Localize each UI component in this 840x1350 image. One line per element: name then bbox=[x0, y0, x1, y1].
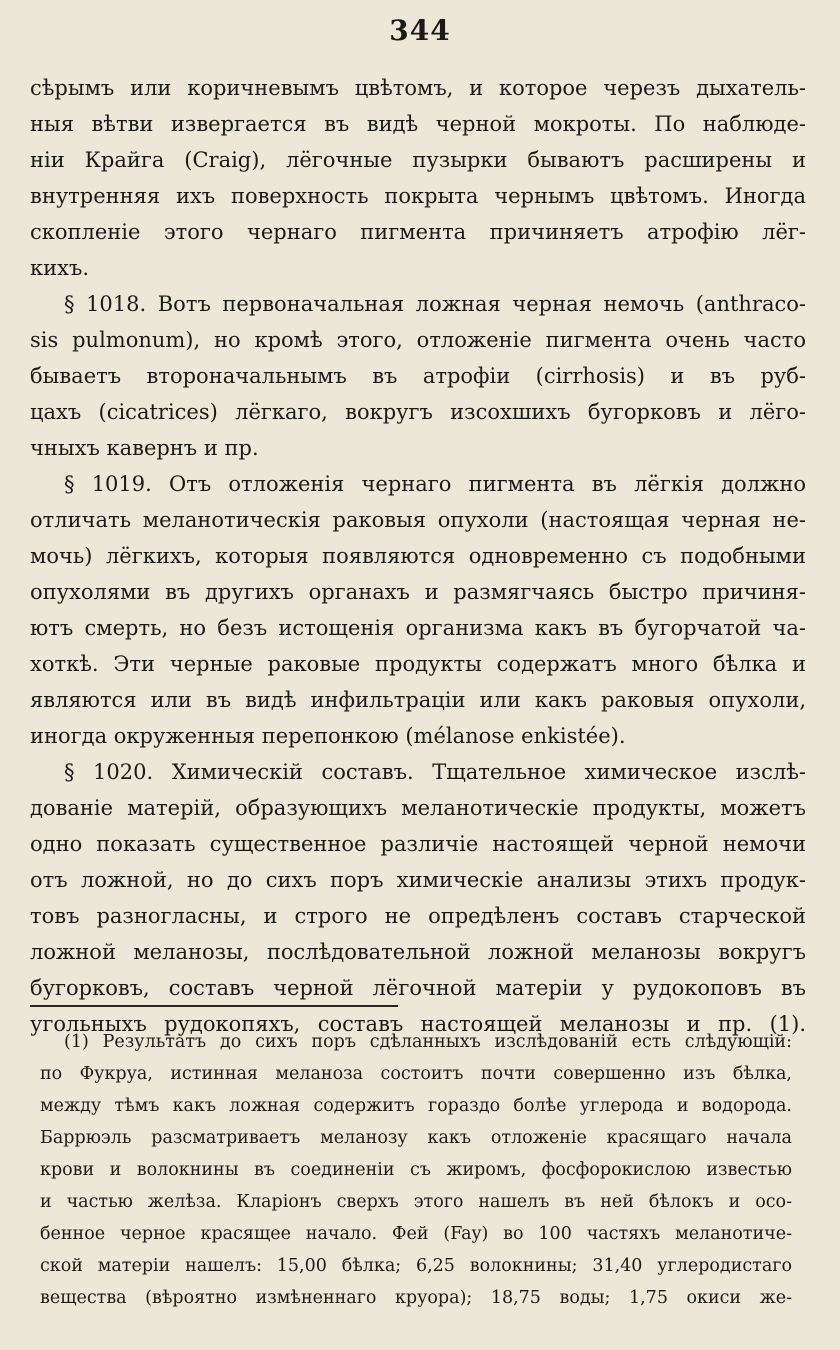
footnote-line: по Фукруа, истинная меланоза состоитъ почти совершенно изъ бѣлка, bbox=[40, 1064, 792, 1084]
footnote-line: ской матерiи нашелъ: 15,00 бѣлка; 6,25 волокнины; 31,40 углеродистаго bbox=[40, 1256, 792, 1276]
text-line: дованiе матерiй, образующихъ меланотическiе продукты, можетъ bbox=[30, 796, 806, 820]
footnote-line: и частью желѣза. Кларiонъ сверхъ этого нашелъ въ ней бѣлокъ и осо- bbox=[40, 1192, 792, 1212]
text-line: ложной меланозы, послѣдовательной ложной меланозы вокругъ bbox=[30, 940, 806, 964]
text-line: являются или въ видѣ инфильтрацiи или какъ раковыя опухоли, bbox=[30, 688, 806, 712]
text-line: бугорковъ, составъ черной лёгочной матерiи у рудокоповъ въ bbox=[30, 976, 806, 1000]
text-line: ныя вѣтви извергается въ видѣ черной мокроты. По наблюде- bbox=[30, 112, 806, 136]
footnote-line: вещества (вѣроятно измѣненнаго круора); 18,75 воды; 1,75 окиси же- bbox=[40, 1288, 792, 1308]
text-line: товъ разногласны, и строго не опредѣленъ составъ старческой bbox=[30, 904, 806, 928]
text-line: чныхъ кавернъ и пр. bbox=[30, 436, 259, 460]
footnote-line: крови и волокнины въ соединенiи съ жиромъ, фосфорокислою известью bbox=[40, 1160, 792, 1180]
text-line: нiи Крайга (Craig), лёгочные пузырки бываютъ расширены и bbox=[30, 148, 806, 172]
text-line: угольныхъ рудокопяхъ, составъ настоящей меланозы и пр. (1). bbox=[30, 1012, 806, 1036]
section-1018-heading-line: § 1018. Вотъ первоначальная ложная черная немочь (anthracо- bbox=[64, 292, 806, 316]
text-line: одно показать существенное различiе настоящей черной немочи bbox=[30, 832, 806, 856]
text-line: цахъ (cicatrices) лёгкаго, вокругъ изсохшихъ бугорковъ и лёго- bbox=[30, 400, 806, 424]
text-line: ютъ смерть, но безъ истощенiя организма какъ въ бугорчатой ча- bbox=[30, 616, 806, 640]
text-line: иногда окруженныя перепонкою (mélanose enkistée). bbox=[30, 724, 626, 748]
text-line: бываетъ второначальнымъ въ атрофiи (cirrhosis) и въ руб- bbox=[30, 364, 806, 388]
text-line: опухолями въ другихъ органахъ и размягчаясь быстро причиня- bbox=[30, 580, 806, 604]
main-text bbox=[30, 70, 806, 1042]
text-line: мочь) лёгкихъ, которыя появляются одновременно съ подобными bbox=[30, 544, 806, 568]
text-line: отъ ложной, но до сихъ поръ химическiе анализы этихъ продук- bbox=[30, 868, 806, 892]
footnote-line: Баррюэль разсматриваетъ меланозу какъ отложенiе красящаго начала bbox=[40, 1128, 792, 1148]
text-line: sis pulmonum), но кромѣ этого, отложенiе пигмента очень часто bbox=[30, 328, 806, 352]
footnote bbox=[40, 1026, 792, 1314]
text-line: скопленiе этого чернаго пигмента причиняетъ атрофiю лёг- bbox=[30, 220, 806, 244]
footnote-line: бенное черное красящее начало. Фей (Fay) во 100 частяхъ меланотиче- bbox=[40, 1224, 792, 1244]
footnote-line: между тѣмъ какъ ложная содержитъ гораздо болѣе углерода и водорода. bbox=[40, 1096, 792, 1116]
section-1020-heading-line: § 1020. Химическiй составъ. Тщательное химическое изслѣ- bbox=[64, 760, 806, 784]
footnote-divider bbox=[30, 1005, 398, 1007]
section-1019-heading-line: § 1019. Отъ отложенiя чернаго пигмента въ лёгкiя должно bbox=[64, 472, 806, 496]
text-line: сѣрымъ или коричневымъ цвѣтомъ, и которое черезъ дыхатель- bbox=[30, 76, 806, 100]
footnote-line: (1) Результатъ до сихъ поръ сдѣланныхъ изслѣдованiй есть слѣдующiй: bbox=[64, 1032, 792, 1052]
page-number: 344 bbox=[389, 14, 451, 47]
text-line: отличать меланотическiя раковыя опухоли (настоящая черная не- bbox=[30, 508, 806, 532]
text-line: внутренняя ихъ поверхность покрыта чернымъ цвѣтомъ. Иногда bbox=[30, 184, 806, 208]
text-line: хоткѣ. Эти черные раковые продукты содержатъ много бѣлка и bbox=[30, 652, 806, 676]
text-line: кихъ. bbox=[30, 256, 90, 280]
